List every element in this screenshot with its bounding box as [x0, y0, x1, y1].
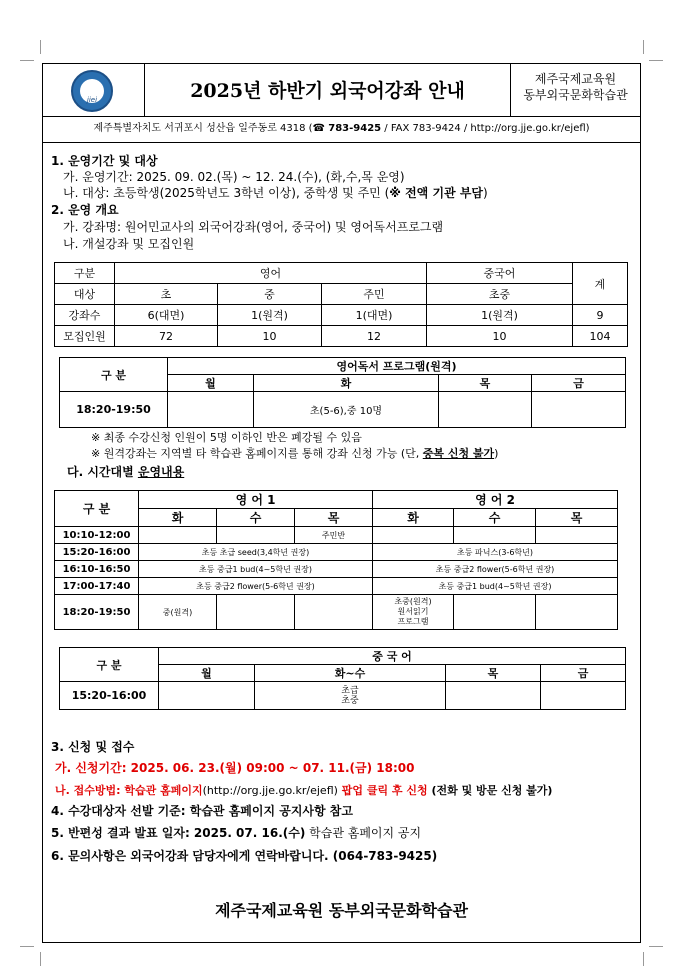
course-summary-table: 구분 영어 중국어 계 대상 초 중 주민 초중 강좌수 6(대면) 1(원격) 1(대면) 1(원격) 9 모집인원 72 10 12 10 104 — [54, 262, 628, 347]
note-online-course: ※ 원격강좌는 지역별 타 학습관 홈페이지를 통해 강좌 신청 가능 (단, 중복 신청 불가) — [91, 447, 499, 460]
reading-program-table: 구 분 영어독서 프로그램(원격) 월 화 목 금 18:20-19:50 초(5-6),중 10명 — [59, 357, 626, 428]
document-page — [42, 63, 641, 943]
title-header — [43, 64, 640, 117]
course-recruit-heading: 나. 개설강좌 및 모집인원 — [63, 237, 195, 251]
chinese-schedule-table: 구 분 중 국 어 월 화~수 목 금 15:20-16:00 초급 초중 — [59, 647, 626, 710]
course-name: 가. 강좌명: 원어민교사의 외국어강좌(영어, 중국어) 및 영어독서프로그램 — [63, 220, 444, 234]
operation-period: 가. 운영기간: 2025. 09. 02.(목) ~ 12. 24.(수), (화,수,목 운영) — [63, 170, 405, 184]
schedule-heading: 다. 시간대별 운영내용 — [67, 465, 185, 479]
table-row: 17:00-17:40 초등 중급2 flower(5-6학년 권장) 초등 중급1 bud(4~5학년 권장) — [55, 578, 618, 595]
section-3-heading: 3. 신청 및 접수 — [51, 740, 135, 754]
address-line: 제주특별자치도 서귀포시 성산읍 일주동로 4318 (☎ 783-9425 / FAX 783-9424 / http://org.jje.go.kr/ejefl) — [43, 116, 640, 143]
application-method: 나. 접수방법: 학습관 홈페이지(http://org.jje.go.kr/ejefl) 팝업 클릭 후 신청 (전화 및 방문 신청 불가) — [55, 784, 553, 797]
section-1-heading: 1. 운영기간 및 대상 — [51, 154, 158, 168]
footer-organization: 제주국제교육원 동부외국문화학습관 — [215, 901, 468, 920]
table-row: 모집인원 72 10 12 10 104 — [55, 326, 628, 347]
organization-name: 제주국제교육원 동부외국문화학습관 — [523, 72, 628, 102]
page-title: 2025년 하반기 외국어강좌 안내 — [190, 80, 465, 102]
table-row: 10:10-12:00 주민반 — [55, 527, 618, 544]
note-min-enrollment: ※ 최종 수강신청 인원이 5명 이하인 반은 폐강될 수 있음 — [91, 431, 362, 444]
table-row: 18:20-19:50 초(5-6),중 10명 — [60, 392, 626, 428]
crop-mark — [649, 60, 663, 61]
english-schedule-table: 구 분 영 어 1 영 어 2 화 수 목 화 수 목 10:10-12:00 주민반 15:20-16:00 초등 초급 seed(3,4학년 권장) 초등 파닉스(3-6학년) 16:10-16:50 초등 중급1 bud(4~5학년 권장) 초등 중급2 flower(5-6학년 권장) 17:00-17:40 초등 중급2 flower(5-6학년 권장) 초등 중급1 bud(4~5학년 권장) 18:20-19:50 중(원격) 초중(원격) 원서읽기 프로그램 — [54, 490, 618, 630]
crop-mark — [649, 946, 663, 947]
crop-mark — [40, 40, 41, 54]
application-period: 가. 신청기간: 2025. 06. 23.(월) 09:00 ~ 07. 11.(금) 18:00 — [55, 761, 415, 775]
crop-mark — [40, 952, 41, 966]
table-row: 15:20-16:00 초등 초급 seed(3,4학년 권장) 초등 파닉스(3-6학년) — [55, 544, 618, 561]
institute-logo-icon: jiei — [71, 70, 113, 112]
table-row: 강좌수 6(대면) 1(원격) 1(대면) 1(원격) 9 — [55, 305, 628, 326]
table-row: 18:20-19:50 중(원격) 초중(원격) 원서읽기 프로그램 — [55, 595, 618, 630]
contact-info: 6. 문의사항은 외국어강좌 담당자에게 연락바랍니다. (064-783-9425) — [51, 849, 438, 863]
target-audience: 나. 대상: 초등학생(2025학년도 3학년 이상), 중학생 및 주민 (※ 전액 기관 부담) — [63, 186, 488, 200]
table-row: 16:10-16:50 초등 중급1 bud(4~5학년 권장) 초등 중급2 flower(5-6학년 권장) — [55, 561, 618, 578]
table-row: 15:20-16:00 초급 초중 — [60, 682, 626, 710]
section-2-heading: 2. 운영 개요 — [51, 203, 119, 217]
phone-icon: ☎ — [312, 123, 326, 134]
crop-mark — [20, 946, 34, 947]
crop-mark — [643, 40, 644, 54]
crop-mark — [643, 952, 644, 966]
crop-mark — [20, 60, 34, 61]
announcement-date: 5. 반편성 결과 발표 일자: 2025. 07. 16.(수) 학습관 홈페이지 공지 — [51, 826, 422, 840]
selection-criteria: 4. 수강대상자 선발 기준: 학습관 홈페이지 공지사항 참고 — [51, 804, 353, 818]
